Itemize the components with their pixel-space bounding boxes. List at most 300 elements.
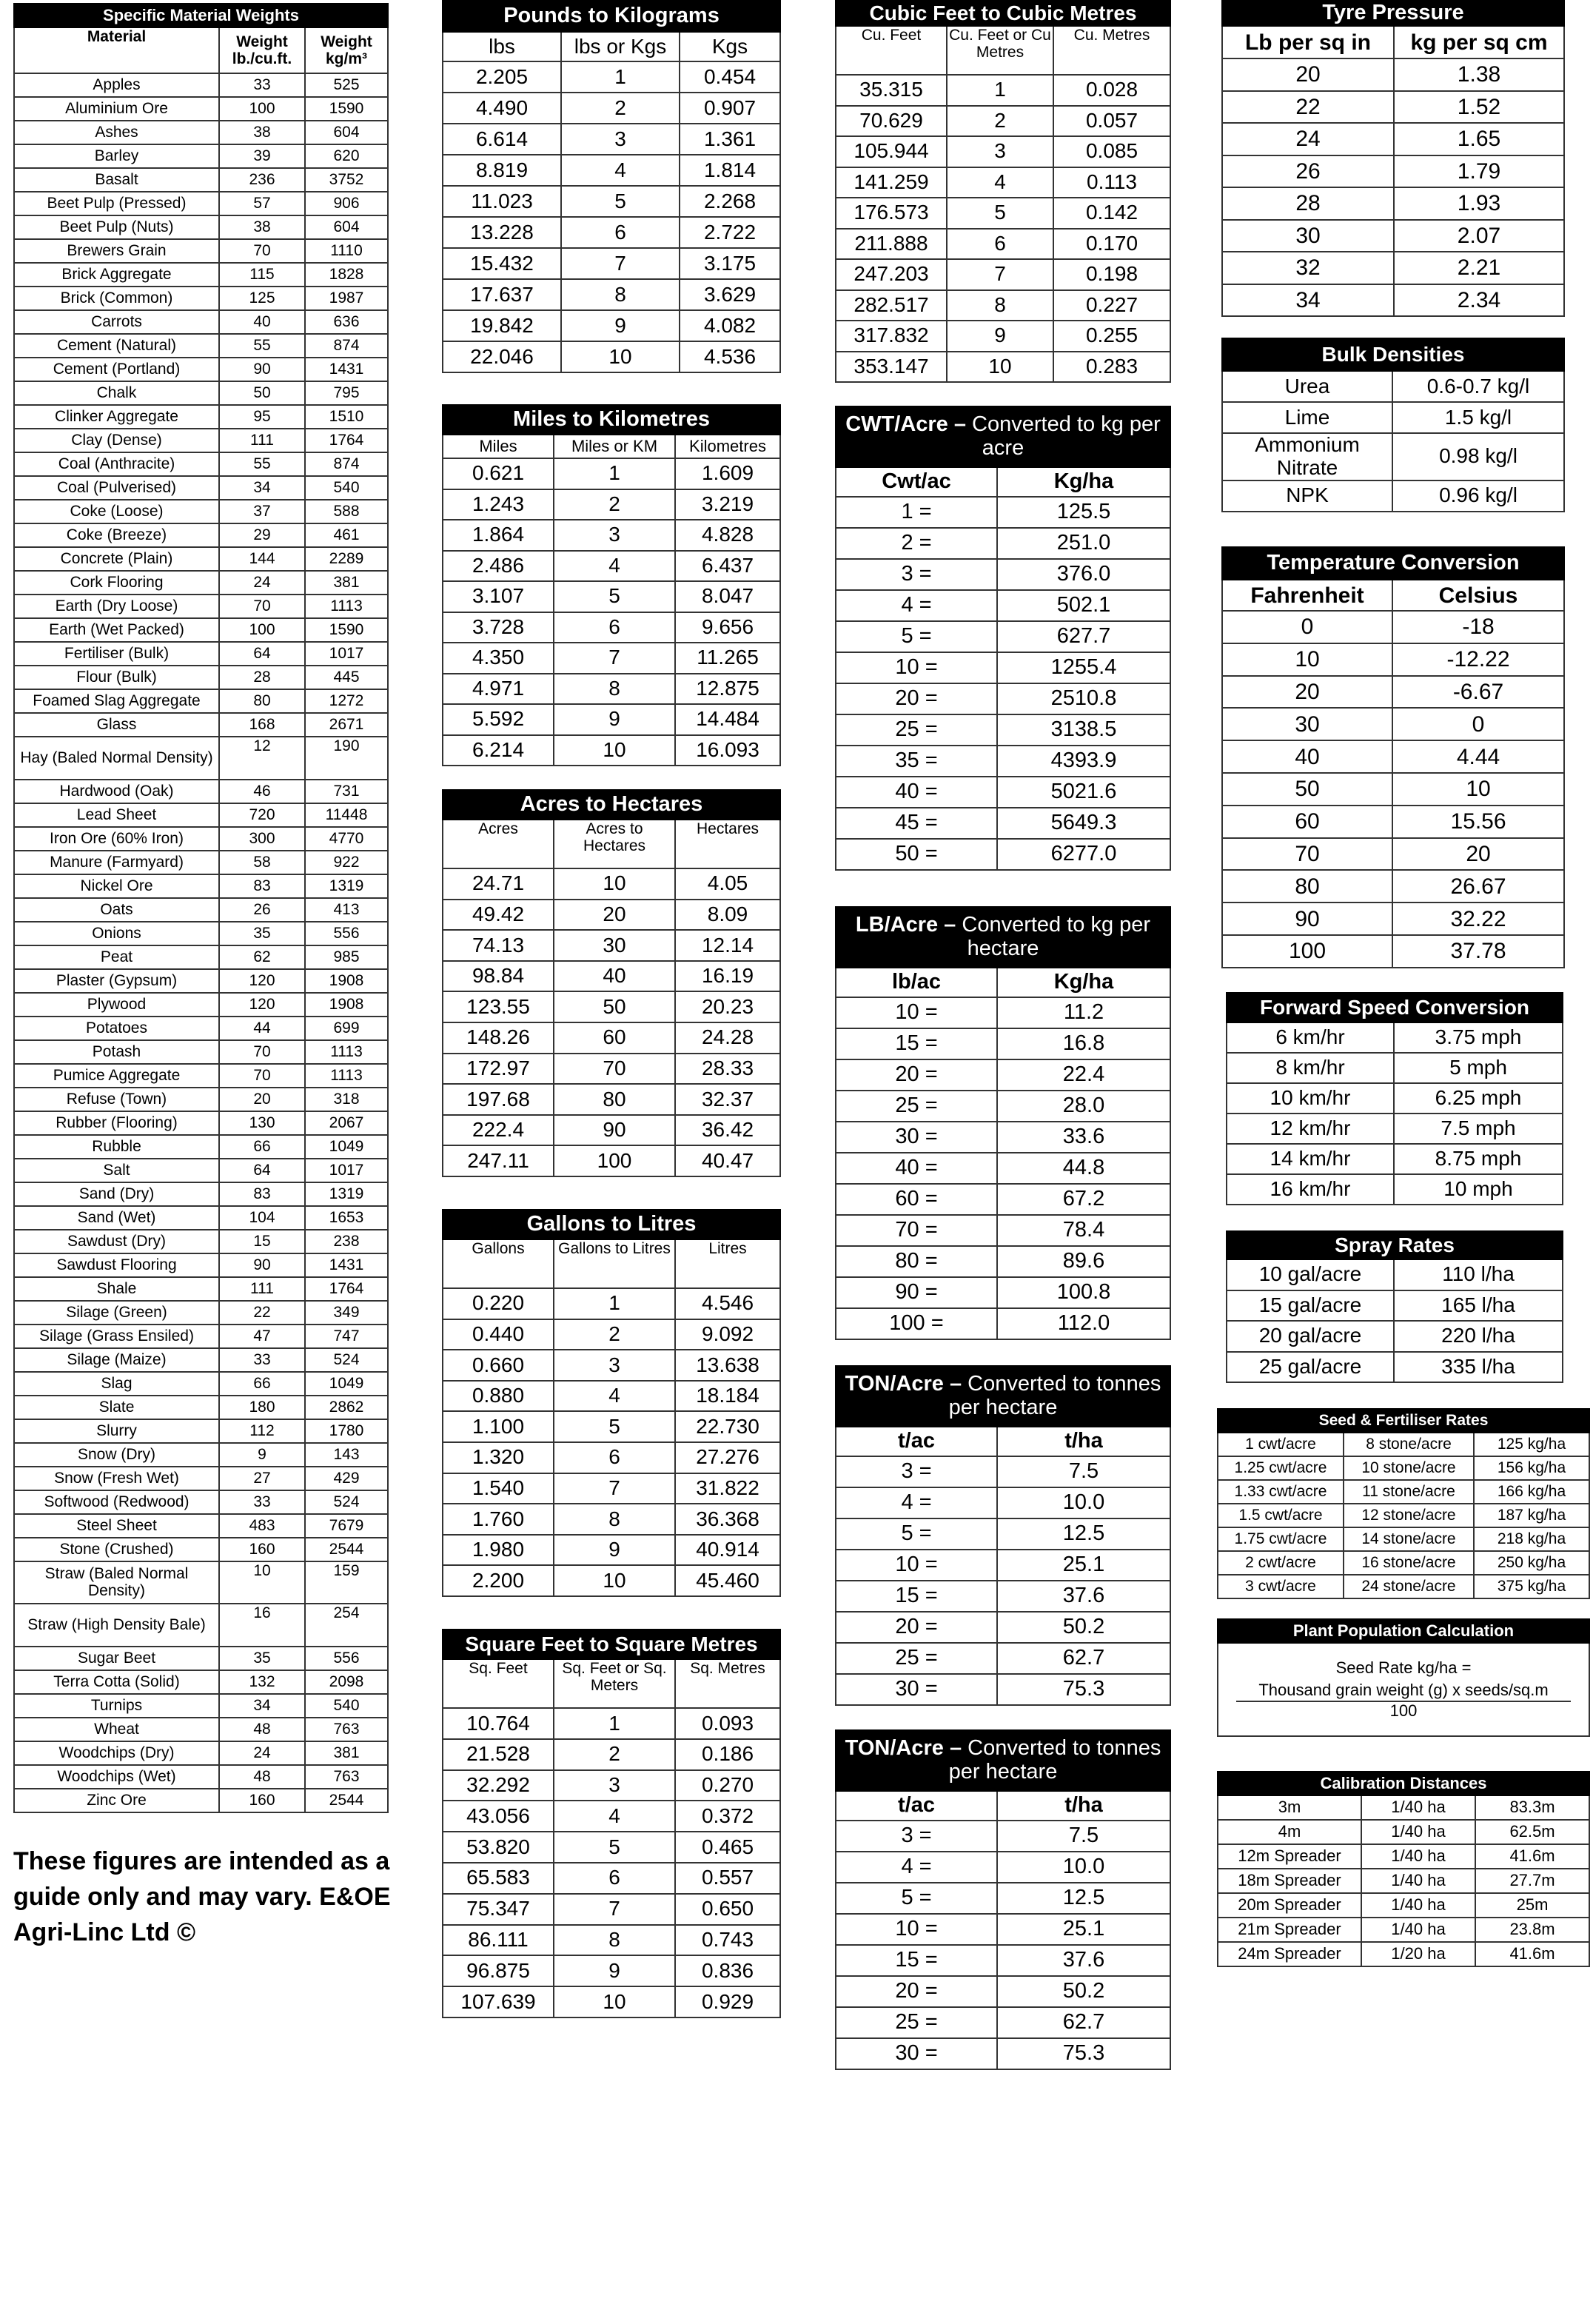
cubic-feet-to-cubic-metres-table	[835, 0, 1171, 383]
table-cell: 14 km/hr	[1227, 1144, 1394, 1174]
rows	[443, 868, 780, 1176]
rows	[1218, 1795, 1589, 1966]
table-cell: 24.71	[443, 868, 554, 900]
weight-lb: 55	[219, 452, 305, 476]
table-cell: 8	[554, 1925, 675, 1956]
table-row	[836, 683, 1170, 714]
weight-kg: 1653	[305, 1206, 388, 1230]
table-cell: 100.8	[997, 1277, 1170, 1308]
table-cell: 247.203	[836, 259, 947, 290]
forward-speed-conversion-table	[1226, 992, 1563, 1205]
table-cell: 5	[947, 198, 1053, 229]
table-cell: 10.0	[997, 1852, 1170, 1883]
weight-kg: 238	[305, 1230, 388, 1253]
table-cell: 0.98 kg/l	[1392, 433, 1564, 480]
table-cell: 28.33	[675, 1054, 780, 1085]
table-cell: 8 stone/acre	[1344, 1433, 1474, 1456]
weight-kg: 1780	[305, 1419, 388, 1443]
material-rows	[14, 73, 388, 1812]
table-row	[443, 186, 780, 217]
table-cell: 14 stone/acre	[1344, 1527, 1474, 1551]
weight-lb: 66	[219, 1372, 305, 1396]
table-row	[14, 1040, 388, 1064]
weight-lb: 90	[219, 358, 305, 381]
table-row	[836, 1153, 1170, 1184]
table-row	[443, 1739, 780, 1770]
weight-kg: 1908	[305, 969, 388, 993]
table-cell: 20m Spreader	[1218, 1893, 1361, 1918]
table-row	[1222, 91, 1564, 124]
title-bold: TON/Acre –	[845, 1372, 962, 1396]
table-cell: 90	[554, 1115, 675, 1146]
table-cell: 218 kg/ha	[1474, 1527, 1589, 1551]
table-row	[1222, 123, 1564, 155]
table-title	[836, 907, 1170, 968]
table-row	[14, 851, 388, 874]
table-row	[1222, 187, 1564, 220]
table-cell: 1	[554, 1288, 675, 1319]
weight-kg: 636	[305, 310, 388, 334]
weight-kg: 445	[305, 666, 388, 689]
table-row	[1218, 1844, 1589, 1869]
table-row	[836, 1184, 1170, 1215]
table-row	[14, 429, 388, 452]
calibration-distances-table	[1217, 1771, 1590, 1967]
table-cell: 22	[1222, 91, 1394, 124]
material-name: Sand (Dry)	[14, 1182, 219, 1206]
table-cell: 25 =	[836, 1091, 997, 1122]
table-cell: 1.5 cwt/acre	[1218, 1504, 1344, 1527]
table-title: Temperature Conversion	[1222, 547, 1564, 580]
table-cell: 4.828	[675, 520, 780, 551]
table-row	[1227, 1083, 1563, 1114]
table-row	[443, 674, 780, 705]
table-cell: 0.085	[1053, 136, 1170, 167]
bulk-densities-table	[1221, 338, 1565, 512]
table-cell: 8.047	[675, 581, 780, 612]
table-cell: 1255.4	[997, 652, 1170, 683]
rows	[1218, 1433, 1589, 1598]
weight-lb: 58	[219, 851, 305, 874]
material-name: Iron Ore (60% Iron)	[14, 827, 219, 851]
table-cell: 2.21	[1394, 252, 1564, 284]
weight-kg: 2289	[305, 547, 388, 571]
table-cell: 1/40 ha	[1361, 1844, 1475, 1869]
weight-kg: 524	[305, 1490, 388, 1514]
table-cell: 1.100	[443, 1411, 554, 1442]
weight-lb: 100	[219, 618, 305, 642]
table-row	[443, 868, 780, 900]
table-cell: 37.78	[1392, 935, 1564, 968]
table-cell: 10	[561, 341, 680, 372]
material-name: Aluminium Ore	[14, 97, 219, 121]
table-row	[14, 1514, 388, 1538]
table-row	[1227, 1022, 1563, 1053]
table-row	[1222, 806, 1564, 838]
lb-per-acre-table	[835, 906, 1171, 1340]
weight-lb: 38	[219, 121, 305, 144]
table-cell: 60	[1222, 806, 1392, 838]
table-cell: 220 l/ha	[1394, 1321, 1563, 1352]
table-cell: 4.44	[1392, 740, 1564, 773]
material-name: Brick Aggregate	[14, 263, 219, 287]
table-cell: 41.6m	[1475, 1844, 1589, 1869]
table-cell: 5 mph	[1394, 1053, 1563, 1083]
column-header: Miles	[443, 435, 554, 458]
table-row	[14, 803, 388, 827]
table-cell: 2.200	[443, 1565, 554, 1596]
table-title: Pounds to Kilograms	[443, 1, 780, 32]
table-cell: 0.836	[675, 1955, 780, 1986]
table-cell: 3.175	[680, 248, 780, 279]
table-row	[14, 922, 388, 945]
weight-lb: 62	[219, 945, 305, 969]
weight-kg: 461	[305, 523, 388, 547]
table-cell: 0.454	[680, 61, 780, 93]
table-row	[443, 1801, 780, 1832]
material-name: Flour (Bulk)	[14, 666, 219, 689]
formula-line-2: Thousand grain weight (g) x seeds/sq.m	[1258, 1680, 1549, 1699]
table-cell: 1.75 cwt/acre	[1218, 1527, 1344, 1551]
table-cell: 100	[1222, 935, 1392, 968]
table-row	[836, 1674, 1170, 1705]
table-row	[14, 1182, 388, 1206]
material-name: Hay (Baled Normal Density)	[14, 737, 219, 780]
column-header: Weight kg/m³	[305, 27, 388, 73]
rows	[836, 75, 1170, 382]
weight-lb: 28	[219, 666, 305, 689]
table-cell: 4.082	[680, 310, 780, 341]
table-cell: 10	[554, 868, 675, 900]
table-cell: 3	[947, 136, 1053, 167]
material-name: Coke (Loose)	[14, 500, 219, 523]
table-title: Bulk Densities	[1222, 338, 1564, 371]
weight-lb: 132	[219, 1670, 305, 1694]
table-row	[836, 352, 1170, 383]
table-cell: 37.6	[997, 1581, 1170, 1612]
table-cell: 2	[561, 93, 680, 124]
table-row	[14, 1490, 388, 1514]
table-cell: 80 =	[836, 1246, 997, 1277]
table-row	[14, 1741, 388, 1765]
table-cell: 4m	[1218, 1820, 1361, 1844]
table-row	[14, 1419, 388, 1443]
table-row	[14, 310, 388, 334]
material-name: Cement (Natural)	[14, 334, 219, 358]
material-name: Turnips	[14, 1694, 219, 1718]
weight-kg: 1828	[305, 263, 388, 287]
rows	[836, 1456, 1170, 1705]
table-row	[14, 595, 388, 618]
table-cell: 3.629	[680, 279, 780, 310]
table-cell: 2.722	[680, 217, 780, 248]
rows	[836, 497, 1170, 870]
table-cell: 16.093	[675, 735, 780, 766]
table-cell: 0.283	[1053, 352, 1170, 383]
table-cell: 165 l/ha	[1394, 1290, 1563, 1322]
table-row	[14, 1561, 388, 1604]
table-cell: 1.864	[443, 520, 554, 551]
table-row	[836, 2007, 1170, 2038]
table-cell: 7.5	[997, 1821, 1170, 1852]
table-cell: 60	[554, 1022, 675, 1054]
table-row	[14, 1647, 388, 1670]
table-cell: 5	[554, 1411, 675, 1442]
table-cell: 1/40 ha	[1361, 1918, 1475, 1942]
table-cell: 1.93	[1394, 187, 1564, 220]
table-title: Forward Speed Conversion	[1227, 993, 1563, 1022]
weight-lb: 34	[219, 1694, 305, 1718]
weight-lb: 39	[219, 144, 305, 168]
table-cell: 15.56	[1392, 806, 1564, 838]
table-cell: 141.259	[836, 167, 947, 198]
table-row	[14, 1159, 388, 1182]
weight-lb: 57	[219, 192, 305, 215]
table-cell: 1.52	[1394, 91, 1564, 124]
table-row	[14, 993, 388, 1017]
table-row	[1222, 708, 1564, 740]
table-row	[14, 737, 388, 780]
table-row	[443, 1894, 780, 1925]
material-name: Shale	[14, 1277, 219, 1301]
table-row	[14, 476, 388, 500]
table-cell: 14.484	[675, 704, 780, 735]
table-cell: 44.8	[997, 1153, 1170, 1184]
rows	[443, 1708, 780, 2017]
table-cell: 90	[1222, 903, 1392, 935]
table-row	[443, 1381, 780, 1412]
table-cell: 6	[554, 612, 675, 643]
weight-kg: 254	[305, 1604, 388, 1647]
column-header: Celsius	[1392, 580, 1564, 611]
weight-kg: 429	[305, 1467, 388, 1490]
table-row	[1222, 838, 1564, 871]
table-cell: 1/40 ha	[1361, 1820, 1475, 1844]
table-cell: 251.0	[997, 528, 1170, 559]
weight-kg: 2067	[305, 1111, 388, 1135]
material-name: Basalt	[14, 168, 219, 192]
table-cell: 20 gal/acre	[1227, 1321, 1394, 1352]
table-row	[443, 1145, 780, 1176]
table-row	[14, 945, 388, 969]
square-feet-to-square-metres-table	[442, 1629, 781, 2018]
weight-lb: 20	[219, 1088, 305, 1111]
table-cell: 6277.0	[997, 839, 1170, 870]
table-cell: 12 km/hr	[1227, 1114, 1394, 1144]
table-row	[443, 1535, 780, 1566]
table-cell: 9.092	[675, 1319, 780, 1350]
table-cell: 27.276	[675, 1442, 780, 1473]
table-cell: 7.5 mph	[1394, 1114, 1563, 1144]
rows	[1227, 1259, 1563, 1382]
table-cell: 10	[554, 1565, 675, 1596]
weight-kg: 2862	[305, 1396, 388, 1419]
table-cell: 2.486	[443, 551, 554, 582]
table-row	[443, 900, 780, 931]
table-cell: 89.6	[997, 1246, 1170, 1277]
table-cell: 4.536	[680, 341, 780, 372]
table-row	[1218, 1551, 1589, 1575]
material-name: Nickel Ore	[14, 874, 219, 898]
table-cell: 0	[1222, 611, 1392, 643]
material-name: Oats	[14, 898, 219, 922]
table-row	[1222, 433, 1564, 480]
table-cell: 10 mph	[1394, 1174, 1563, 1205]
table-row	[14, 1604, 388, 1647]
material-name: Earth (Dry Loose)	[14, 595, 219, 618]
table-cell: 375 kg/ha	[1474, 1575, 1589, 1598]
material-name: Barley	[14, 144, 219, 168]
table-cell: 25.1	[997, 1914, 1170, 1945]
table-cell: 3	[554, 520, 675, 551]
table-cell: 0.113	[1053, 167, 1170, 198]
table-cell: 10 stone/acre	[1344, 1456, 1474, 1480]
table-cell: 11.023	[443, 186, 561, 217]
table-row	[836, 652, 1170, 683]
material-name: Pumice Aggregate	[14, 1064, 219, 1088]
material-name: Potash	[14, 1040, 219, 1064]
table-cell: 4393.9	[997, 746, 1170, 777]
table-row	[836, 714, 1170, 746]
table-title	[836, 406, 1170, 467]
table-cell: 32	[1222, 252, 1394, 284]
weight-lb: 168	[219, 713, 305, 737]
table-row	[14, 215, 388, 239]
weight-lb: 48	[219, 1718, 305, 1741]
table-cell: 2	[554, 1319, 675, 1350]
table-row	[443, 124, 780, 155]
column-header: t/ac	[836, 1427, 997, 1456]
table-cell: 2.205	[443, 61, 561, 93]
table-cell: 40	[554, 961, 675, 992]
table-cell: 32.22	[1392, 903, 1564, 935]
ton-per-acre-table-2	[835, 1729, 1171, 2070]
column-header: lb/ac	[836, 968, 997, 997]
table-cell: 197.68	[443, 1084, 554, 1115]
table-row	[443, 1955, 780, 1986]
table-row	[836, 1487, 1170, 1518]
material-name: Stone (Crushed)	[14, 1538, 219, 1561]
table-row	[14, 121, 388, 144]
material-name: Straw (Baled Normal Density)	[14, 1561, 219, 1604]
table-cell: 26.67	[1392, 870, 1564, 903]
weight-kg: 763	[305, 1765, 388, 1789]
column-header: kg per sq cm	[1394, 26, 1564, 58]
table-row	[443, 1504, 780, 1535]
material-name: Peat	[14, 945, 219, 969]
table-cell: 3 =	[836, 1821, 997, 1852]
table-row	[443, 1084, 780, 1115]
plant-population-table	[1217, 1618, 1590, 1737]
weight-lb: 236	[219, 168, 305, 192]
table-cell: 78.4	[997, 1215, 1170, 1246]
table-cell: 376.0	[997, 559, 1170, 590]
rows	[443, 1288, 780, 1596]
table-cell: 10 =	[836, 1914, 997, 1945]
table-cell: 5 =	[836, 1518, 997, 1550]
table-cell: 0.170	[1053, 229, 1170, 260]
material-name: Beet Pulp (Pressed)	[14, 192, 219, 215]
table-row	[836, 497, 1170, 528]
table-row	[836, 746, 1170, 777]
table-title: Calibration Distances	[1218, 1772, 1589, 1795]
table-cell: 1	[554, 458, 675, 489]
table-cell: 222.4	[443, 1115, 554, 1146]
table-cell: 1.540	[443, 1473, 554, 1504]
table-row	[443, 1411, 780, 1442]
material-name: Beet Pulp (Nuts)	[14, 215, 219, 239]
table-cell: 20 =	[836, 1976, 997, 2007]
table-row	[14, 1111, 388, 1135]
table-row	[14, 618, 388, 642]
table-row	[1227, 1144, 1563, 1174]
table-row	[1222, 611, 1564, 643]
spray-rates-table	[1226, 1230, 1563, 1383]
table-row	[443, 61, 780, 93]
table-row	[14, 666, 388, 689]
table-cell: 0.227	[1053, 290, 1170, 321]
table-row	[14, 1670, 388, 1694]
column-header: Kg/ha	[997, 467, 1170, 497]
table-row	[443, 1770, 780, 1801]
table-cell: 83.3m	[1475, 1795, 1589, 1820]
table-cell: 21.528	[443, 1739, 554, 1770]
material-name: Coke (Breeze)	[14, 523, 219, 547]
material-name: Sawdust Flooring	[14, 1253, 219, 1277]
material-name: Glass	[14, 713, 219, 737]
table-cell: 70	[1222, 838, 1392, 871]
table-cell: 1/40 ha	[1361, 1893, 1475, 1918]
table-cell: 6 km/hr	[1227, 1022, 1394, 1053]
table-cell: Ammonium Nitrate	[1222, 433, 1392, 480]
table-cell: NPK	[1222, 480, 1392, 512]
table-row	[1222, 643, 1564, 676]
column-header: Lb per sq in	[1222, 26, 1394, 58]
material-name: Softwood (Redwood)	[14, 1490, 219, 1514]
weight-lb: 90	[219, 1253, 305, 1277]
table-cell: 15.432	[443, 248, 561, 279]
table-row	[1218, 1433, 1589, 1456]
weight-kg: 763	[305, 1718, 388, 1741]
table-row	[1218, 1820, 1589, 1844]
material-name: Brewers Grain	[14, 239, 219, 263]
title-bold: TON/Acre –	[845, 1736, 962, 1761]
table-cell: 62.7	[997, 1643, 1170, 1674]
table-row	[836, 1518, 1170, 1550]
table-cell: 43.056	[443, 1801, 554, 1832]
table-cell: 8.75 mph	[1394, 1144, 1563, 1174]
table-cell: 1.980	[443, 1535, 554, 1566]
weight-lb: 115	[219, 263, 305, 287]
table-cell: 9	[554, 1955, 675, 1986]
ton-per-acre-table	[835, 1365, 1171, 1706]
table-row	[836, 229, 1170, 260]
weight-kg: 413	[305, 898, 388, 922]
table-row	[836, 590, 1170, 621]
table-cell: 70	[554, 1054, 675, 1085]
table-cell: 12.875	[675, 674, 780, 705]
table-row	[14, 1277, 388, 1301]
weight-kg: 604	[305, 121, 388, 144]
table-cell: 4	[554, 1801, 675, 1832]
table-cell: 2.34	[1394, 284, 1564, 317]
material-name: Slate	[14, 1396, 219, 1419]
weight-lb: 35	[219, 1647, 305, 1670]
column-header: Kilometres	[675, 435, 780, 458]
table-cell: 3 cwt/acre	[1218, 1575, 1344, 1598]
table-cell: 96.875	[443, 1955, 554, 1986]
table-cell: 0.650	[675, 1894, 780, 1925]
